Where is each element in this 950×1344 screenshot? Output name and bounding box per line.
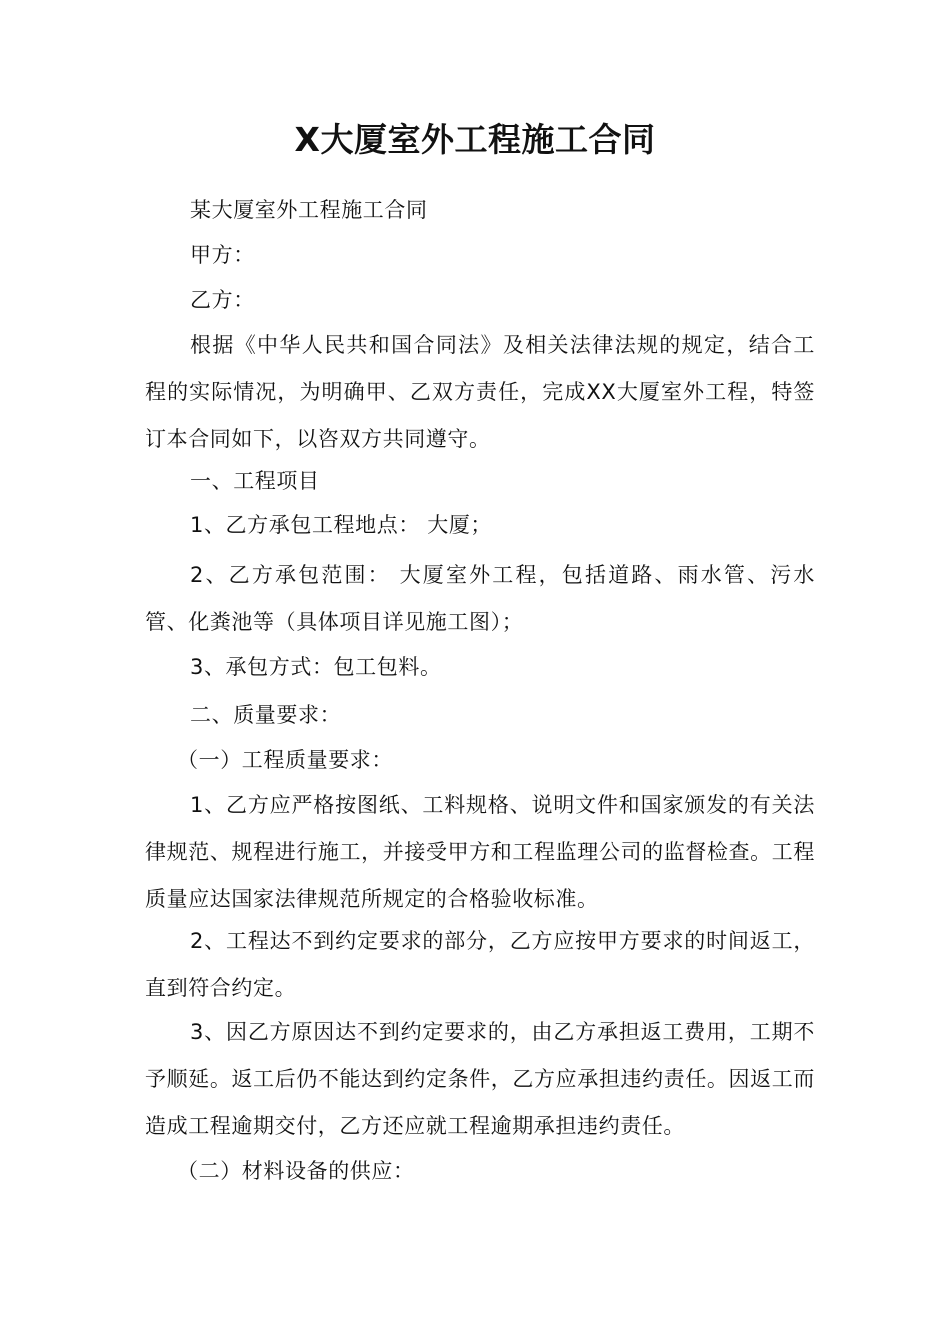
clause-scope: 2、乙方承包范围： 大厦室外工程，包括道路、雨水管、污水管、化粪池等（具体项目详见施工图）；: [145, 563, 815, 634]
contract-heading: 某大厦室外工程施工合同: [190, 198, 428, 222]
document-title: X大厦室外工程施工合同: [294, 120, 656, 159]
preamble-paragraph: 根据《中华人民共和国合同法》及相关法律法规的规定，结合工程的实际情况，为明确甲、乙双方责任，完成XX大厦室外工程，特签订本合同如下，以咨双方共同遵守。: [145, 333, 815, 451]
clause-location: 1、乙方承包工程地点： 大厦；: [190, 513, 493, 537]
section-heading-project: 一、工程项目: [190, 469, 320, 493]
section-heading-quality: 二、质量要求：: [190, 703, 342, 727]
quality-clause-1: 1、乙方应严格按图纸、工料规格、说明文件和国家颁发的有关法律规范、规程进行施工，并接受甲方和工程监理公司的监督检查。工程质量应达国家法律规范所规定的合格验收标准。: [145, 793, 815, 911]
subsection-heading-materials: （二）材料设备的供应：: [177, 1159, 415, 1183]
quality-clause-2: 2、工程达不到约定要求的部分，乙方应按甲方要求的时间返工，直到符合约定。: [145, 929, 815, 1000]
subsection-heading-quality: （一）工程质量要求：: [177, 748, 393, 772]
quality-clause-3: 3、因乙方原因达不到约定要求的，由乙方承担返工费用，工期不予顺延。返工后仍不能达到约定条件，乙方应承担违约责任。因返工而造成工程逾期交付，乙方还应就工程逾期承担违约责任。: [145, 1020, 815, 1138]
party-b-line: 乙方：: [190, 288, 255, 312]
party-a-line: 甲方：: [190, 243, 255, 267]
clause-contract-mode: 3、承包方式：包工包料。: [190, 655, 442, 679]
